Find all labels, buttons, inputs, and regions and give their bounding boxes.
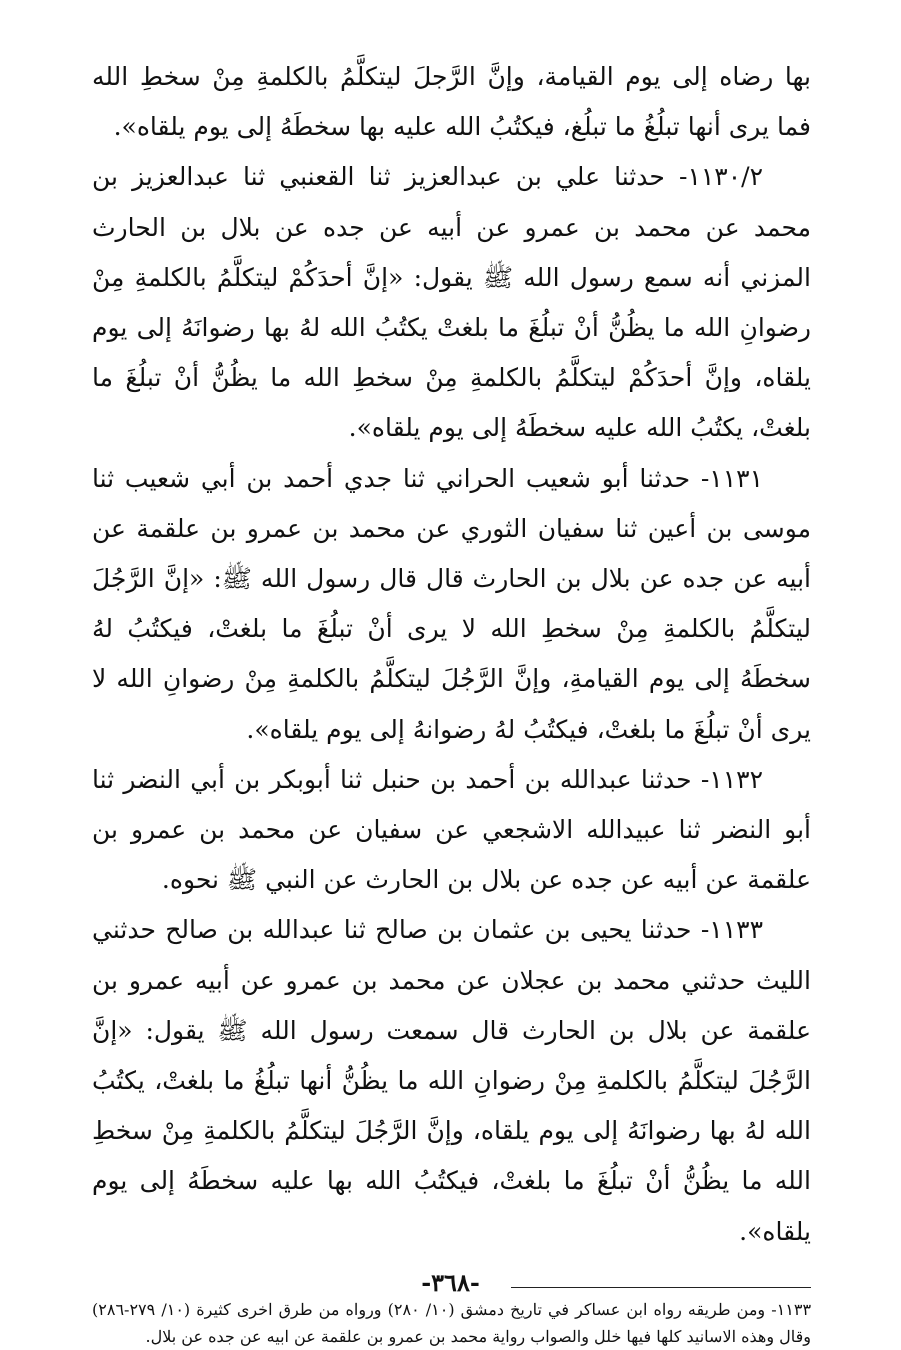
hadith-paragraph-1131: ١١٣١- حدثنا أبو شعيب الحراني ثنا جدي أحمد بن أبي شعيب ثنا موسى بن أعين ثنا سفيان الثوري عن محمد بن عمرو بن علقمة عن أبيه عن جده عن بلال بن الحارث قال قال رسول الله ﷺ: «إنَّ الرَّجُلَ ليتكلَّمُ بالكلمةِ مِنْ سخطِ الله لا يرى أنْ تبلُغَ ما بلغتْ، فيكتُبُ لهُ سخطَهُ إلى يوم القيامةِ، وإنَّ الرَّجُلَ ليتكلَّمُ بالكلمةِ مِنْ رضوانِ الله لا يرى أنْ تبلُغَ ما بلغتْ، فيكتُبُ لهُ رضوانهُ إلى يوم يلقاه».	[92, 463, 811, 744]
main-text	[92, 52, 811, 1257]
hadith-paragraph-1133: ١١٣٣- حدثنا يحيى بن عثمان بن صالح ثنا عبدالله بن صالح حدثني الليث حدثني محمد بن عجلان عن محمد بن عمرو عن أبيه عمرو بن علقمة عن بلال بن الحارث قال سمعت رسول الله ﷺ يقول: «إنَّ الرَّجُلَ ليتكلَّمُ بالكلمةِ مِنْ رضوانِ الله ما يظُنُّ أنها تبلُغُ ما بلغتْ، يكتُبُ الله لهُ بها رضوانَهُ إلى يوم يلقاه، وإنَّ الرَّجُلَ ليتكلَّمُ بالكلمةِ مِنْ سخطِ الله ما يظُنُّ أنْ تبلُغَ ما بلغتْ، فيكتُبُ الله بها عليه سخطَهُ إلى يوم يلقاه».	[92, 915, 811, 1246]
hadith-paragraph-1130: ١١٣٠/٢- حدثنا علي بن عبدالعزيز ثنا القعنبي ثنا عبدالعزيز بن محمد عن محمد بن عمرو عن أبيه عن جده عن بلال بن الحارث المزني أنه سمع رسول الله ﷺ يقول: «إنَّ أحدَكُمْ ليتكلَّمُ بالكلمةِ مِنْ رضوانِ الله ما يظُنُّ أنْ تبلُغَ ما بلغتْ يكتُبُ الله لهُ بها رضوانَهُ إلى يوم يلقاه، وإنَّ أحدَكُمْ ليتكلَّمُ بالكلمةِ مِنْ سخطِ الله ما يظُنُّ أنْ تبلُغَ ما بلغتْ، يكتُبُ الله عليه سخطَهُ إلى يوم يلقاه».	[92, 162, 811, 443]
footnotes	[92, 1296, 811, 1350]
hadith-paragraph-continuation: بها رضاه إلى يوم القيامة، وإنَّ الرَّجلَ ليتكلَّمُ بالكلمةِ مِنْ سخطِ الله فما يرى أنها تبلُغُ ما تبلُغ، فيكتُبُ الله عليه بها سخطَهُ إلى يوم يلقاه».	[92, 62, 811, 142]
hadith-paragraph-1132: ١١٣٢- حدثنا عبدالله بن أحمد بن حنبل ثنا أبوبكر بن أبي النضر ثنا أبو النضر ثنا عبيدالله الاشجعي عن سفيان عن محمد بن عمرو بن علقمة عن أبيه عن جده عن بلال بن الحارث عن النبي ﷺ نحوه.	[92, 764, 811, 895]
footnote-1133: ١١٣٣- ومن طريقه رواه ابن عساكر في تاريخ دمشق (١٠/ ٢٨٠) ورواه من طرق اخرى كثيرة (١٠/ ٢٧٩-٢٨٦) وقال وهذه الاسانيد كلها فيها خلل والصواب رواية محمد بن عمرو بن علقمة عن ابيه عن جده عن بلال.	[92, 1299, 812, 1346]
page-number: -٣٦٨-	[421, 1268, 480, 1297]
